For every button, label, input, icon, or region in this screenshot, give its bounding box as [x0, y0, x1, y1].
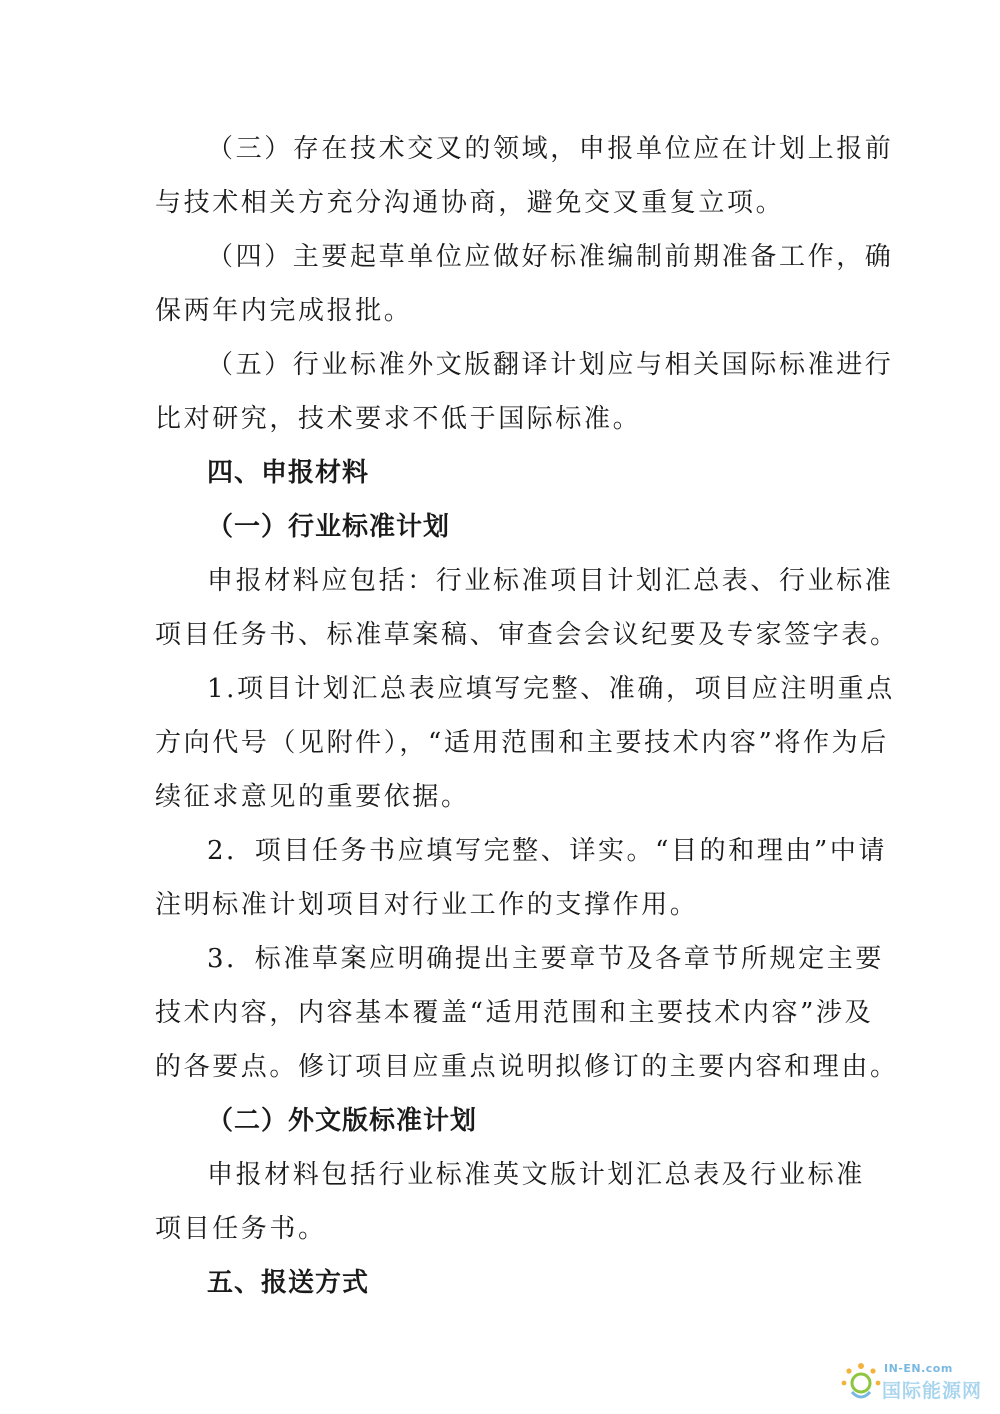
paragraph-line: 续征求意见的重要依据。	[155, 782, 470, 812]
paragraph-line: 保两年内完成报批。	[155, 296, 413, 326]
paragraph-first-line: （五）行业标准外文版翻译计划应与相关国际标准进行	[207, 350, 894, 380]
paragraph-first-line: 申报材料包括行业标准英文版计划汇总表及行业标准	[207, 1160, 865, 1190]
paragraph-line: 与技术相关方充分沟通协商，避免交叉重复立项。	[155, 188, 785, 218]
document-body	[155, 122, 899, 1310]
paragraph-first-line: （四）主要起草单位应做好标准编制前期准备工作，确	[207, 242, 894, 272]
paragraph-line: 比对研究，技术要求不低于国际标准。	[155, 404, 642, 434]
watermark-chinese: 国际能源网	[882, 1380, 983, 1402]
paragraph-line: 方向代号（见附件），“适用范围和主要技术内容”将作为后	[155, 728, 889, 758]
watermark-english: IN-EN.com	[884, 1362, 953, 1375]
paragraph-line: 项目任务书、标准草案稿、审查会会议纪要及专家签字表。	[155, 620, 899, 650]
subsection-heading: （一）行业标准计划	[207, 512, 451, 542]
watermark	[838, 1360, 988, 1406]
subsection-heading: （二）外文版标准计划	[207, 1106, 478, 1136]
paragraph-first-line: 2．项目任务书应填写完整、详实。“目的和理由”中请	[207, 836, 888, 866]
paragraph-first-line: （三）存在技术交叉的领域，申报单位应在计划上报前	[207, 134, 894, 164]
paragraph-first-line: 1.项目计划汇总表应填写完整、准确，项目应注明重点	[207, 674, 895, 704]
paragraph-first-line: 申报材料应包括：行业标准项目计划汇总表、行业标准	[207, 566, 894, 596]
paragraph-line: 项目任务书。	[155, 1214, 327, 1244]
in-en-logo-icon	[838, 1360, 884, 1406]
paragraph-first-line: 3．标准草案应明确提出主要章节及各章节所规定主要	[207, 944, 884, 974]
paragraph-line: 注明标准计划项目对行业工作的支撑作用。	[155, 890, 699, 920]
paragraph-line: 技术内容，内容基本覆盖“适用范围和主要技术内容”涉及	[155, 998, 874, 1028]
section-heading: 四、申报材料	[207, 458, 370, 488]
paragraph-line: 的各要点。修订项目应重点说明拟修订的主要内容和理由。	[155, 1052, 899, 1082]
section-heading: 五、报送方式	[207, 1268, 370, 1298]
